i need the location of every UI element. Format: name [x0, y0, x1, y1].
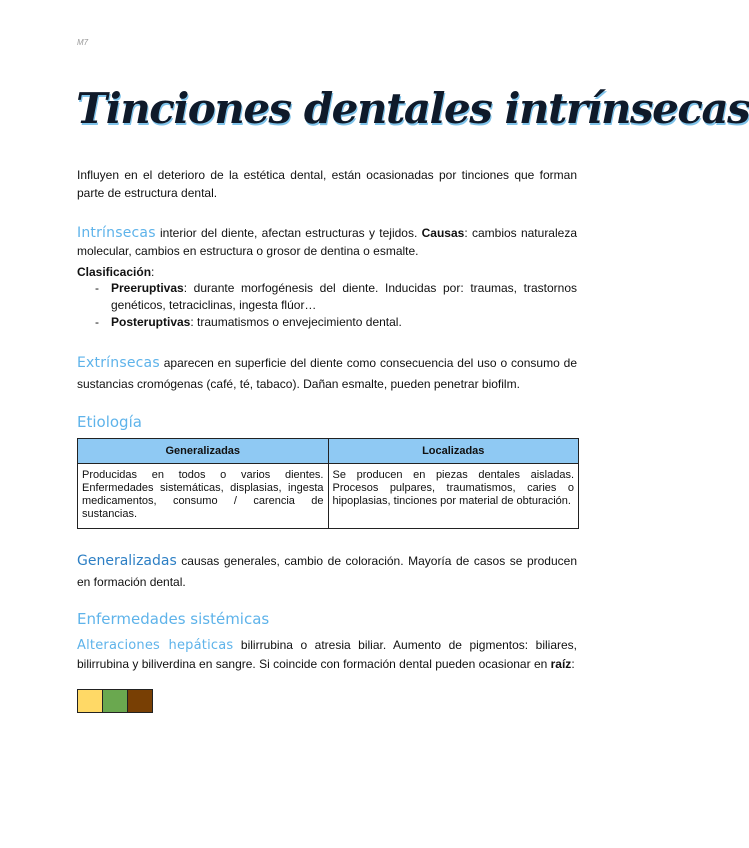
enfermedades-paragraph: Alteraciones hepáticas bilirrubina o atresia biliar. Aumento de pigmentos: biliares, bilirrubina y biliverdina en sangre. Si coincide con formación dental pueden ocasionar en raíz: [77, 638, 578, 671]
swatch-yellow [77, 689, 103, 713]
column-header-localizadas: Localizadas [328, 439, 579, 464]
cell-localizadas: Se producen en piezas dentales aisladas. Procesos pulpares, traumatismos, caries o hipoplasias, tinciones por material de obturación. [328, 464, 579, 529]
intrinsecas-text1: interior del diente, afectan estructuras y tejidos. [155, 226, 422, 240]
generalizadas-paragraph: Generalizadas causas generales, cambio de coloración. Mayoría de casos se producen en formación dental. [77, 553, 577, 589]
etiologia-table [77, 438, 579, 529]
table-header-row [78, 439, 579, 464]
intrinsecas-text2: : cambios naturaleza molecular, cambios en estructura o grosor de dentina o esmalte. [77, 226, 577, 258]
extrinsecas-term: Extrínsecas [77, 355, 160, 371]
clasificacion-list [77, 280, 577, 331]
intrinsecas-term: Intrínsecas [77, 225, 156, 241]
enfermedades-heading: Enfermedades sistémicas [77, 610, 270, 628]
causas-label: Causas [421, 226, 465, 240]
column-header-generalizadas: Generalizadas [78, 439, 329, 464]
swatch-brown [128, 689, 153, 713]
extrinsecas-paragraph: Extrínsecas aparecen en superficie del diente como consecuencia del uso o consumo de sustancias cromógenas (café, té, tabaco). Dañan esmalte, pueden penetrar biofilm. [77, 355, 577, 391]
list-item: - Posteruptivas: traumatismos o envejecimiento dental. [95, 315, 402, 329]
swatch-green [103, 689, 128, 713]
posteruptivas-term: Posteruptivas [111, 315, 191, 329]
clasificacion-label: Clasificación: [77, 265, 155, 279]
table-row [78, 464, 579, 529]
list-item: - Preeruptivas: durante morfogénesis del diente. Inducidas por: traumas, trastornos genéticos, tetraciclinas, ingesta flúor… [95, 281, 577, 312]
etiologia-heading: Etiología [77, 413, 142, 431]
color-swatches [77, 689, 153, 713]
preeruptivas-term: Preeruptivas [111, 281, 184, 295]
raiz-bold: raíz [550, 657, 572, 671]
page-title: Tinciones dentales intrínsecas [76, 84, 749, 133]
generalizadas-term: Generalizadas [77, 553, 177, 569]
header-mark: M7 [77, 38, 89, 47]
alteraciones-term: Alteraciones hepáticas [77, 638, 234, 653]
intro-paragraph: Influyen en el deterioro de la estética dental, están ocasionadas por tinciones que forman parte de estructura dental. [77, 168, 577, 200]
cell-generalizadas: Producidas en todos o varios dientes. Enfermedades sistemáticas, displasias, ingesta medicamentos, consumo / carencia de sustancias. [78, 464, 329, 529]
intrinsecas-paragraph [77, 224, 577, 260]
